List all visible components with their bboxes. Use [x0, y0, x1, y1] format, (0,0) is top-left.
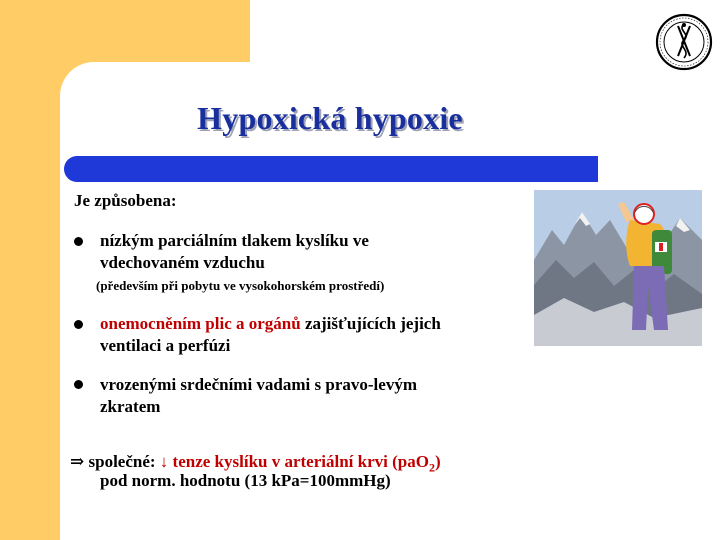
title-underline-bar — [64, 156, 598, 182]
bullet-dot — [74, 320, 83, 329]
bullet-2-line-2: ventilaci a perfúzi — [100, 336, 231, 355]
bullet-2-line-1 — [100, 313, 441, 335]
bullet-dot — [74, 237, 83, 246]
conclusion-subscript: 2 — [428, 460, 435, 475]
conclusion-red-close: ) — [434, 452, 441, 471]
conclusion-line-2: pod norm. hodnotu (13 kPa=100mmHg) — [100, 471, 391, 490]
bullet-dot — [74, 380, 83, 389]
yellow-accent-left — [0, 0, 60, 540]
intro-text: Je způsobena: — [74, 191, 177, 210]
conclusion-label: společné: — [84, 452, 160, 471]
bullet-1-note: (především při pobytu ve vysokohorském prostředí) — [96, 278, 385, 293]
implies-arrow-icon: ⇒ — [70, 452, 85, 471]
bullet-1-line-2: vdechovaném vzduchu — [100, 253, 265, 272]
bullet-3-line-1: vrozenými srdečními vadami s pravo-levým — [100, 375, 417, 394]
university-seal-icon — [643, 12, 720, 72]
slide-title: Hypoxická hypoxie — [197, 100, 463, 136]
bullet-1-line-1: nízkým parciálním tlakem kyslíku ve — [100, 231, 369, 250]
mountain-climber-illustration — [534, 190, 702, 346]
down-arrow-icon: ↓ — [159, 452, 169, 471]
bullet-3-line-2: zkratem — [100, 397, 161, 416]
bullet-2-line-1-rest: zajišťujících jejich — [300, 314, 441, 333]
conclusion-red-text: tenze kyslíku v arteriální krvi (paO — [168, 452, 429, 471]
bullet-2-highlight: onemocněním plic a orgánů — [100, 314, 301, 333]
